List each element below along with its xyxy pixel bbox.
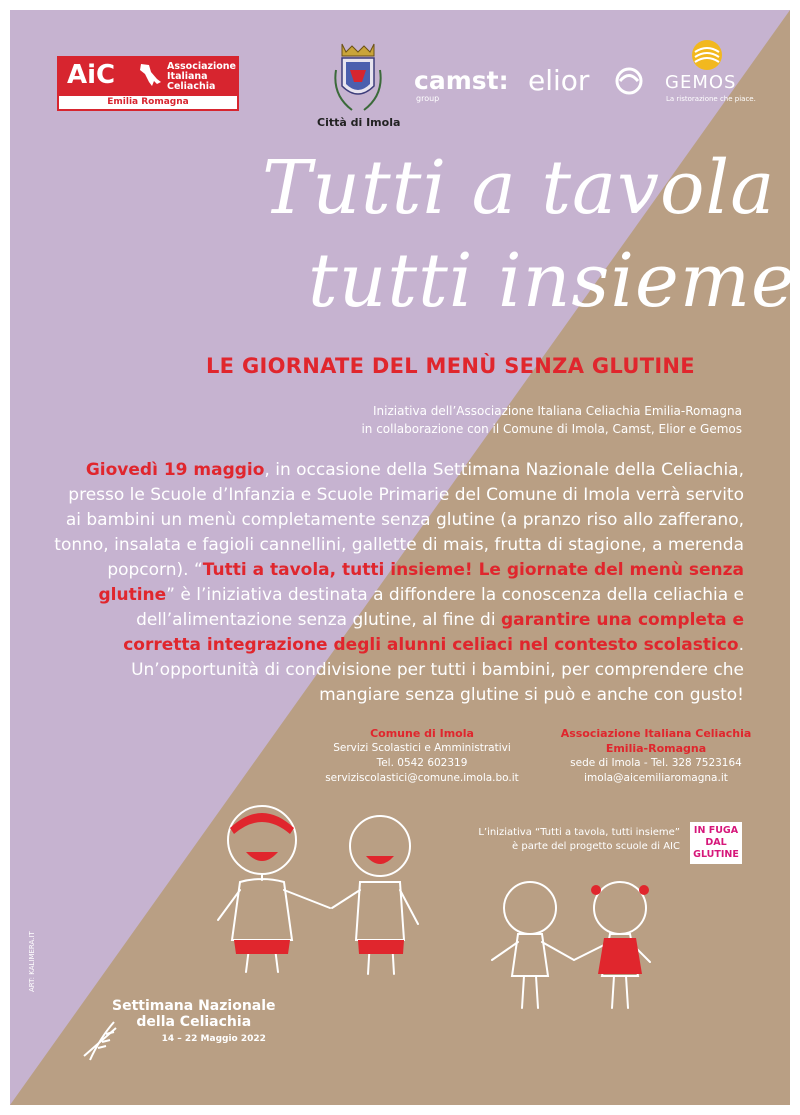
subtitle: LE GIORNATE DEL MENÙ SENZA GLUTINE [206, 354, 695, 378]
children-drawing-left [200, 790, 430, 990]
aic-region: Emilia Romagna [107, 97, 189, 107]
children-drawing-right [470, 868, 690, 1018]
aic-logo [57, 56, 239, 111]
project-note [470, 826, 680, 854]
intro [361, 402, 742, 438]
project-line2: è parte del progetto scuole di AIC [512, 841, 680, 852]
contact-comune [322, 726, 522, 786]
week-dates: 14 – 22 Maggio 2022 [161, 1034, 266, 1044]
aic-mark: AiC [67, 60, 116, 90]
contact-name: Comune di Imola [370, 727, 474, 740]
italy-map-icon [137, 62, 163, 92]
fuga-line3: GLUTINE [693, 849, 739, 860]
contact-email[interactable]: imola@aicemiliaromagna.it [584, 772, 728, 784]
body-part1: , in occasione della Settimana Nazionale della Celiachia, presso le Scuole d’Infanzia e Scuole Primarie del Comune di Imola verrà servito ai bambini un menù completamente senza glutine (a pranzo riso allo zafferano, tonno, insalata e fagioli cannellini, gallette di mais, frutta di stagione, a merenda popcorn). “ [54, 460, 744, 580]
intro-line1: Iniziativa dell’Associazione Italiana Celiachia Emilia-Romagna [373, 404, 742, 418]
contact-email[interactable]: serviziscolastici@comune.imola.bo.it [325, 772, 519, 784]
camst-logo: camst: [414, 66, 509, 95]
highlight-title: Tutti a tavola, tutti insieme! Le giornate del menù senza glutine [98, 560, 744, 605]
week-line2: della Celiachia [136, 1014, 252, 1030]
elior-logo: elior [528, 64, 590, 97]
week-line1: Settimana Nazionale [112, 998, 276, 1014]
event-date: Giovedì 19 maggio [85, 460, 265, 480]
contact-phone: Tel. 0542 602319 [376, 757, 468, 769]
contact-phone: sede di Imola - Tel. 328 7523164 [570, 757, 742, 769]
fuga-line2: DAL [705, 837, 727, 848]
project-line1: L’iniziativa “Tutti a tavola, tutti insieme” [478, 827, 680, 838]
camst-sub: group [416, 94, 440, 103]
contact-name: Associazione Italiana Celiachia Emilia-Romagna [560, 727, 752, 755]
body-part3: . Un’opportunità di condivisione per tutti i bambini, per comprendere che mangiare senza glutine si può e anche con gusto! [131, 635, 744, 705]
gemos-logo: GEMOS [665, 72, 737, 93]
title-line1: Tutti a tavola [262, 145, 776, 231]
contact-line: Servizi Scolastici e Amministrativi [333, 742, 511, 754]
imola-crest-icon [332, 40, 384, 114]
gemos-tagline: La ristorazione che piace. [666, 95, 756, 103]
in-fuga-dal-glutine-logo [690, 822, 742, 864]
gemos-sun-icon [690, 38, 724, 72]
art-credit-text: ART: KALIMERA.IT [28, 931, 36, 992]
elior-swirl-icon [614, 66, 644, 96]
intro-line2: in collaborazione con il Comune di Imola, Camst, Elior e Gemos [361, 422, 742, 436]
body-part2: ” è l’iniziativa destinata a diffondere la conoscenza della celiachia e dell’alimentazione senza glutine, al fine di [136, 585, 744, 630]
aic-line3: Celiachia [167, 81, 216, 92]
body-text [54, 458, 744, 708]
settimana-logo [112, 998, 276, 1044]
aic-line2: Italiana [167, 71, 208, 82]
title-line2: tutti insieme [308, 238, 796, 324]
highlight-goal: garantire una completa e corretta integrazione degli alunni celiaci nel contesto scolastico [123, 610, 744, 655]
aic-line1: Associazione [167, 61, 237, 72]
imola-label: Città di Imola [317, 116, 401, 129]
fuga-line1: IN FUGA [693, 825, 739, 836]
contact-aic [556, 726, 756, 786]
art-credit [28, 922, 40, 992]
